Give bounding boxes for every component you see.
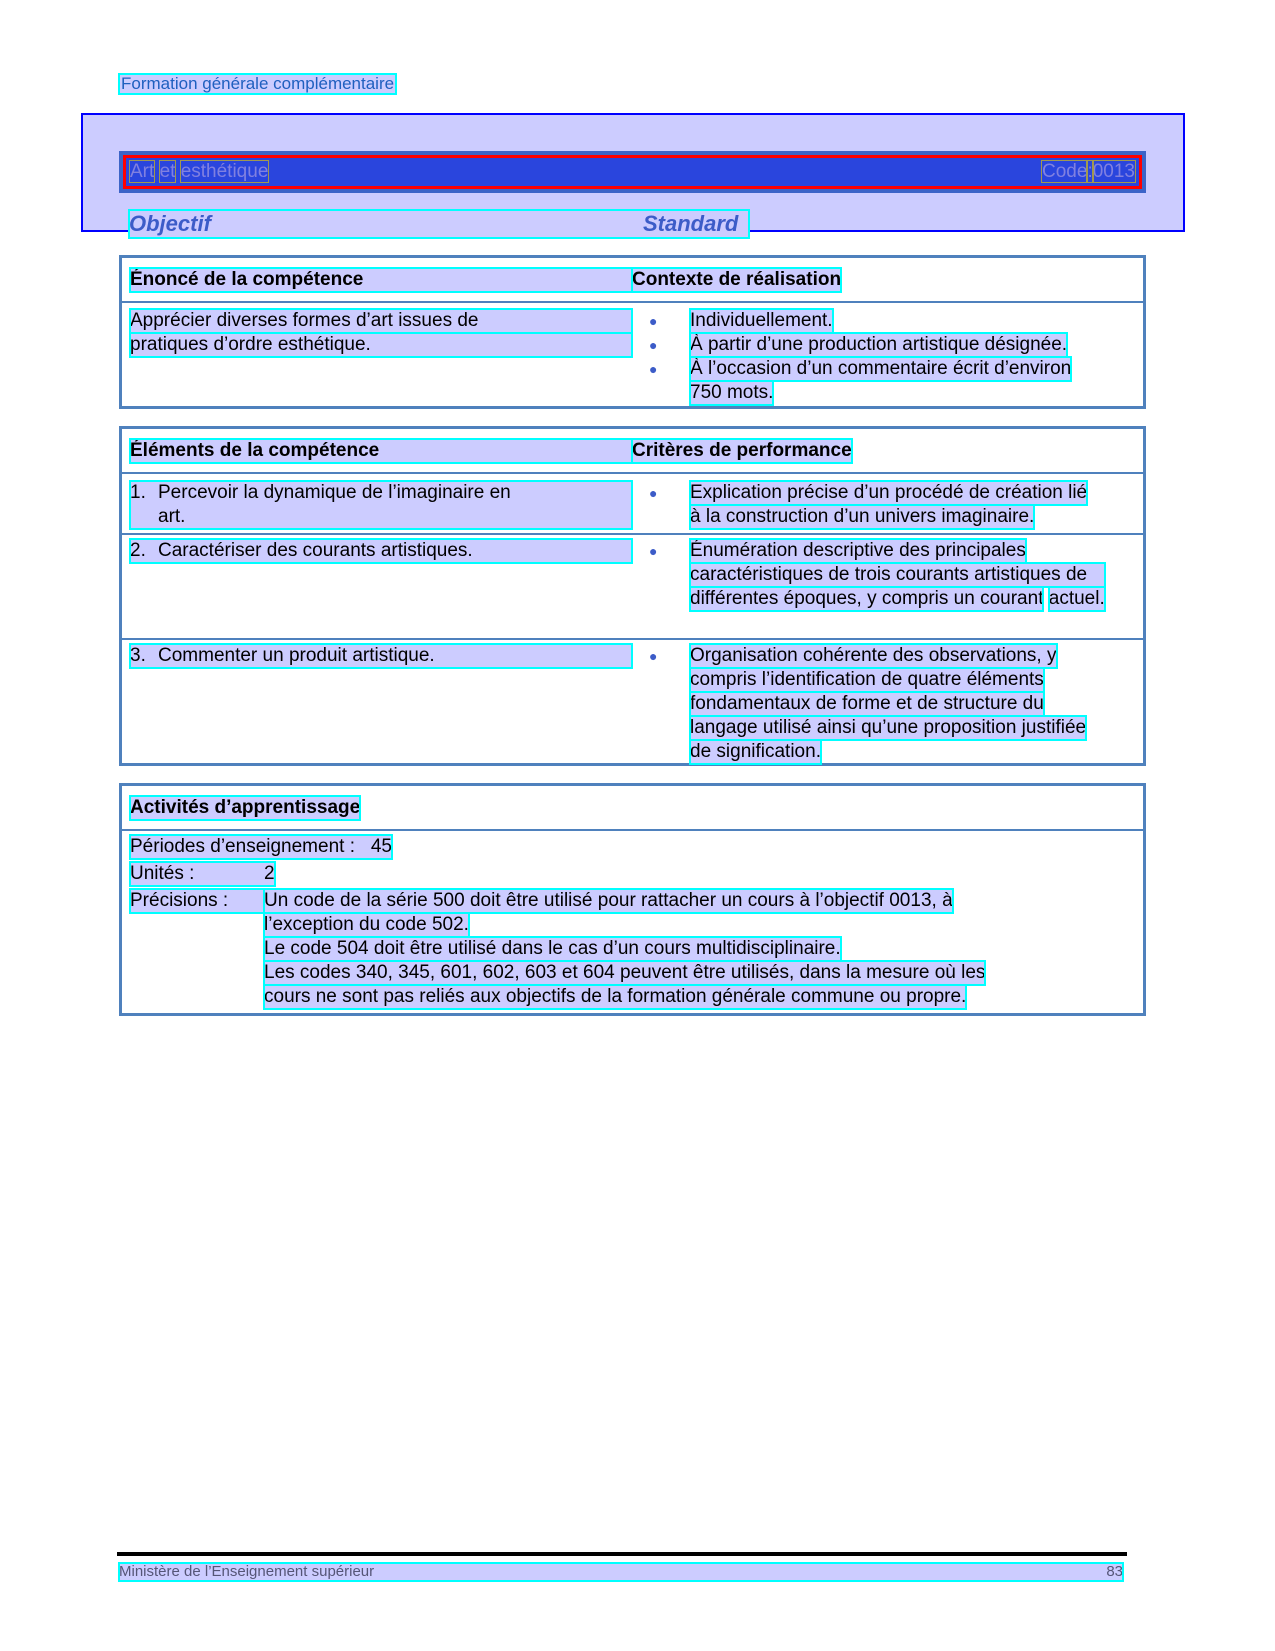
elements-header: Éléments de la compétence (130, 439, 632, 463)
criteria-line: caractéristiques de trois courants artistiques de (690, 563, 1105, 587)
course-code (1042, 161, 1135, 183)
standard-label: Standard (643, 211, 739, 236)
precision-line: l’exception du code 502. (264, 914, 469, 935)
element-number: 1. (130, 482, 146, 503)
course-title-bar (119, 151, 1146, 193)
criteria-header: Critères de performance (632, 439, 852, 461)
running-head: Formation générale complémentaire (121, 74, 395, 93)
bullet-icon: ● (649, 361, 658, 377)
context-item: À partir d’une production artistique désignée. (690, 334, 1068, 355)
bullet-icon: ● (649, 543, 658, 559)
criteria-line: Organisation cohérente des observations, y (690, 645, 1057, 666)
statement-line: Apprécier diverses formes d’art issues de (130, 309, 632, 333)
periods-label: Périodes d’enseignement : (130, 836, 355, 857)
periods-value: 45 (370, 836, 392, 857)
precision-line: Le code 504 doit être utilisé dans le cas d’un cours multidisciplinaire. (264, 938, 841, 959)
criteria-line: Énumération descriptive des principales (690, 540, 1026, 561)
element-line: art. (158, 506, 186, 527)
page-number: 83 (1106, 1563, 1123, 1580)
element-line: Caractériser des courants artistiques. (158, 540, 473, 561)
element-row (122, 472, 1143, 533)
title-word: esthétique (180, 161, 269, 182)
title-word: Art (130, 161, 155, 182)
precision-line: cours ne sont pas reliés aux objectifs de la formation générale commune ou propre. (264, 986, 967, 1007)
activities-table (119, 783, 1146, 1016)
course-title (130, 161, 268, 183)
criteria-line: Explication précise d’un procédé de création lié (690, 482, 1088, 503)
activities-header: Activités d’apprentissage (130, 796, 361, 818)
element-line: Percevoir la dynamique de l’imaginaire en (158, 482, 511, 503)
footer-rule (117, 1552, 1127, 1556)
element-row (122, 638, 1143, 764)
objective-standard-heading (129, 210, 749, 238)
precision-line: Un code de la série 500 doit être utilisé pour rattacher un cours à l’objectif 0013, à (264, 890, 953, 911)
criteria-line: actuel. (1048, 588, 1105, 609)
element-line: Commenter un produit artistique. (158, 645, 435, 666)
element-number: 2. (130, 540, 146, 561)
criteria-line: compris l’identification de quatre éléments (690, 669, 1044, 690)
units-value: 2 (264, 863, 275, 884)
context-item: À l’occasion d’un commentaire écrit d’environ (690, 358, 1072, 379)
objectif-label: Objectif (129, 211, 211, 236)
page-footer (119, 1563, 1123, 1581)
element-row (122, 533, 1143, 638)
precision-line: Les codes 340, 345, 601, 602, 603 et 604 peuvent être utilisés, dans la mesure où les (264, 962, 986, 983)
elements-table (119, 426, 1146, 766)
bullet-icon: ● (649, 485, 658, 501)
context-item: 750 mots. (690, 382, 774, 403)
code-value: 0013 (1092, 161, 1135, 182)
criteria-line: à la construction d’un univers imaginaire. (690, 506, 1035, 527)
bullet-icon: ● (649, 313, 658, 329)
ministry-name: Ministère de l’Enseignement supérieur (119, 1563, 375, 1580)
criteria-line: fondamentaux de forme et de structure du (690, 693, 1044, 714)
bullet-icon: ● (649, 648, 658, 664)
criteria-line: langage utilisé ainsi qu’une proposition justifiée (690, 717, 1087, 738)
context-item: Individuellement. (690, 310, 833, 331)
code-colon: : (1087, 161, 1093, 182)
competence-table (119, 255, 1146, 409)
competence-header: Énoncé de la compétence (130, 268, 632, 292)
statement-line: pratiques d’ordre esthétique. (130, 333, 632, 357)
criteria-line: de signification. (690, 741, 821, 762)
code-label: Code (1042, 161, 1088, 182)
units-label: Unités : (130, 863, 195, 884)
context-header: Contexte de réalisation (632, 268, 842, 290)
criteria-line: différentes époques, y compris un courant (690, 588, 1044, 609)
element-number: 3. (130, 645, 146, 666)
precisions-label: Précisions : (130, 889, 264, 913)
bullet-icon: ● (649, 337, 658, 353)
title-word: et (159, 161, 176, 182)
